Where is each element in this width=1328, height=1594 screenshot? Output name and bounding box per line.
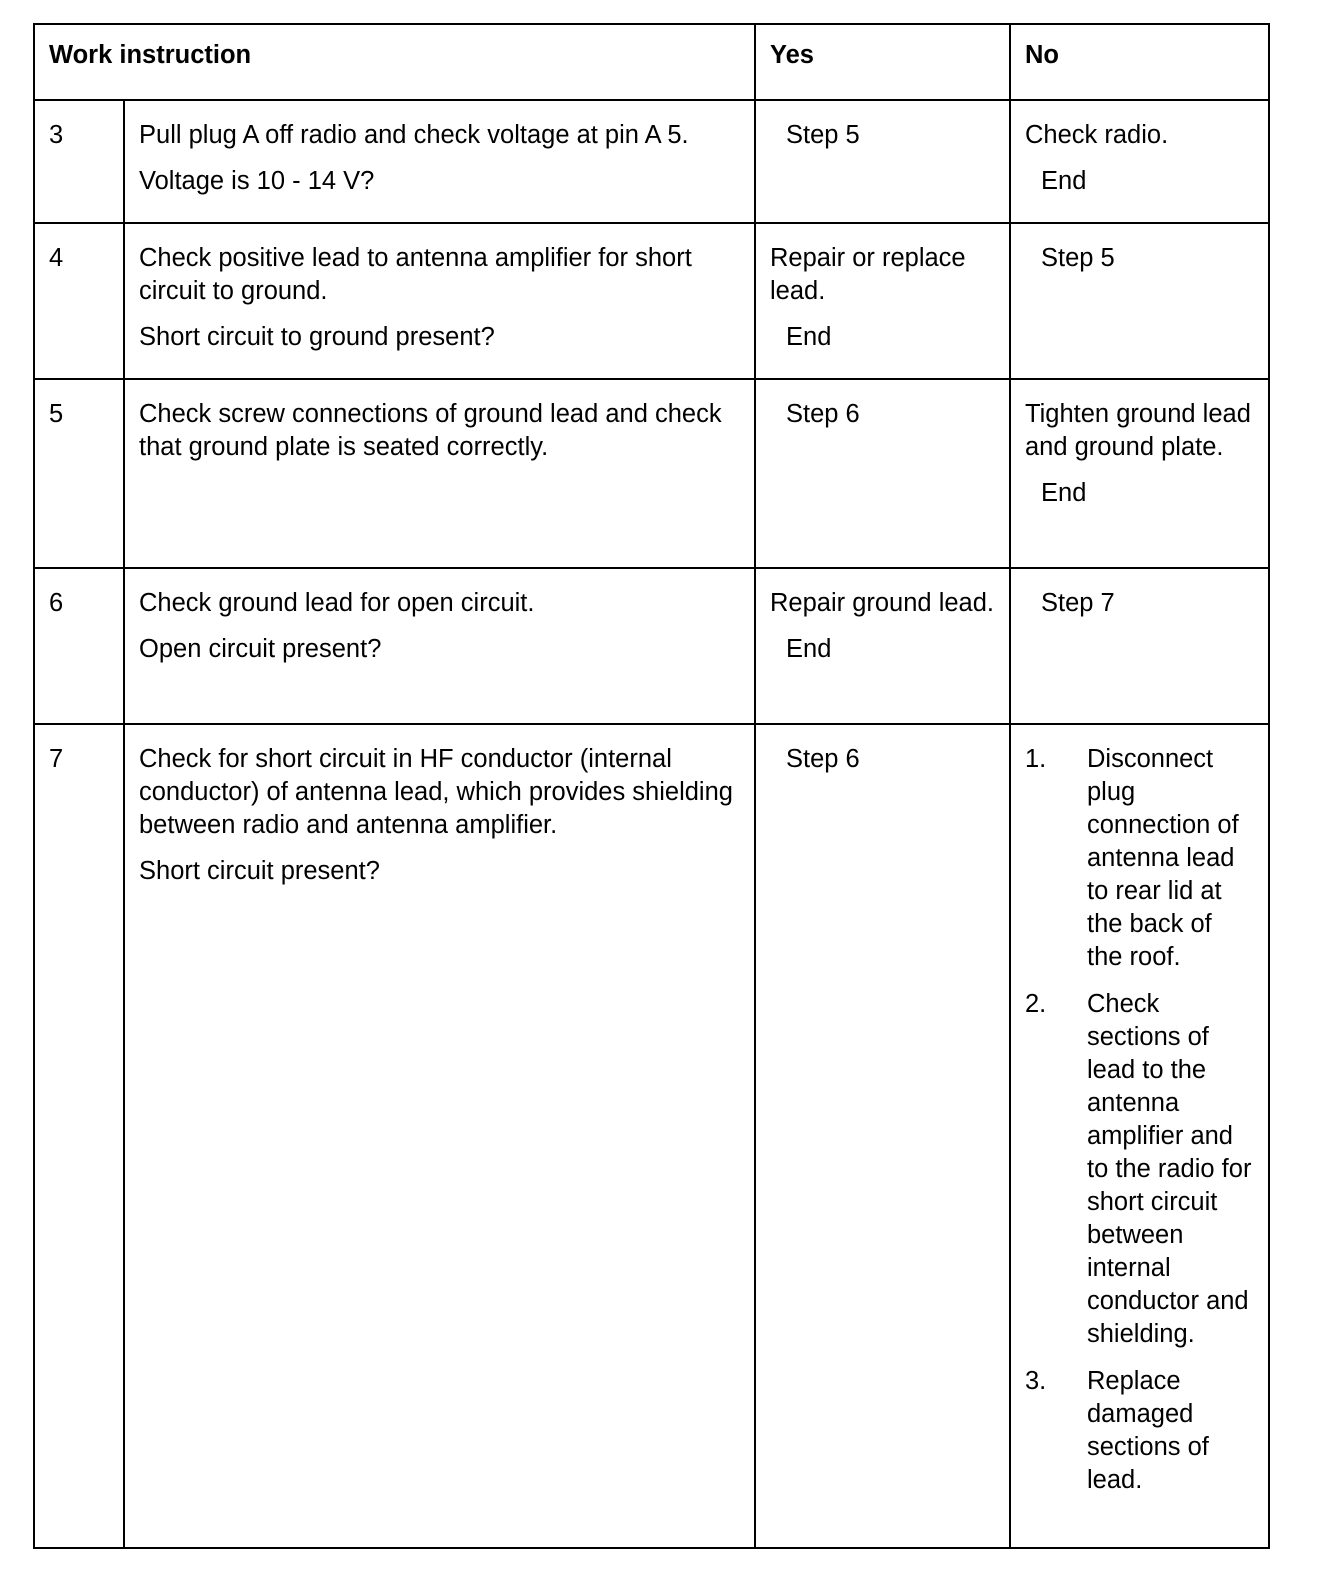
no-text: Check radio. (1025, 121, 1169, 149)
header-work-instruction: Work instruction (34, 24, 755, 100)
no-step: End (1041, 479, 1087, 507)
instruction-text: Check ground lead for open circuit. (139, 589, 535, 617)
header-no: No (1010, 24, 1269, 100)
no-action-list (1025, 743, 1254, 1497)
yes-text: Repair ground lead. (770, 589, 994, 617)
table-row (34, 223, 1269, 379)
list-item-text: Replace damaged sections of lead. (1087, 1367, 1209, 1494)
instruction-question: Voltage is 10 - 14 V? (139, 167, 375, 195)
header-yes: Yes (755, 24, 1010, 100)
instruction-cell (124, 568, 755, 724)
yes-cell (755, 568, 1010, 724)
instruction-text: Check for short circuit in HF conductor (internal conductor) of antenna lead, which provides shielding between radio and antenna amplifier. (139, 745, 733, 839)
yes-cell (755, 379, 1010, 568)
instruction-text: Check positive lead to antenna amplifier for short circuit to ground. (139, 244, 692, 305)
step-number: 4 (34, 223, 124, 379)
list-item (1025, 988, 1254, 1351)
no-step: Step 5 (1041, 244, 1115, 272)
no-cell (1010, 568, 1269, 724)
yes-text: Repair or replace lead. (770, 244, 966, 305)
table-row (34, 379, 1269, 568)
step-number: 6 (34, 568, 124, 724)
list-item-number: 2. (1025, 990, 1047, 1018)
table-row (34, 568, 1269, 724)
no-cell (1010, 724, 1269, 1548)
instruction-text: Pull plug A off radio and check voltage at pin A 5. (139, 121, 689, 149)
list-item-text: Disconnect plug connection of antenna lead to rear lid at the back of the roof. (1087, 745, 1239, 971)
no-cell (1010, 100, 1269, 223)
list-item-number: 1. (1025, 745, 1047, 773)
no-cell (1010, 379, 1269, 568)
yes-step: End (786, 635, 832, 663)
step-number: 7 (34, 724, 124, 1548)
yes-step: Step 5 (786, 121, 860, 149)
step-number: 5 (34, 379, 124, 568)
instruction-cell (124, 724, 755, 1548)
no-step: End (1041, 167, 1087, 195)
step-number: 3 (34, 100, 124, 223)
instruction-question: Short circuit present? (139, 857, 380, 885)
yes-cell (755, 223, 1010, 379)
work-instruction-table (33, 23, 1270, 1549)
instruction-question: Short circuit to ground present? (139, 323, 495, 351)
yes-step: End (786, 323, 832, 351)
list-item-number: 3. (1025, 1367, 1047, 1395)
yes-cell (755, 100, 1010, 223)
list-item-text: Check sections of lead to the antenna amplifier and to the radio for short circuit between internal conductor and shielding. (1087, 990, 1252, 1348)
instruction-cell (124, 379, 755, 568)
instruction-cell (124, 223, 755, 379)
yes-step: Step 6 (786, 400, 860, 428)
table-row (34, 724, 1269, 1548)
yes-step: Step 6 (786, 745, 860, 773)
header-row (34, 24, 1269, 100)
no-step: Step 7 (1041, 589, 1115, 617)
table-row (34, 100, 1269, 223)
instruction-question: Open circuit present? (139, 635, 382, 663)
no-text: Tighten ground lead and ground plate. (1025, 400, 1251, 461)
yes-cell (755, 724, 1010, 1548)
instruction-text: Check screw connections of ground lead and check that ground plate is seated correctly. (139, 400, 722, 461)
instruction-cell (124, 100, 755, 223)
list-item (1025, 743, 1254, 974)
no-cell (1010, 223, 1269, 379)
list-item (1025, 1365, 1254, 1497)
